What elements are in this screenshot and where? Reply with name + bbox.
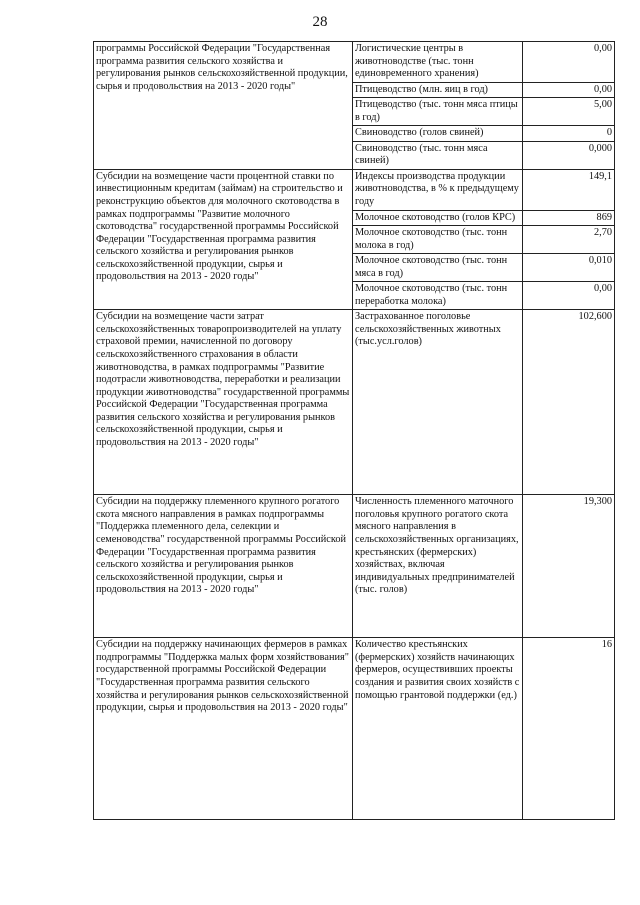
indicator-name: Индексы производства продукции животноводства, в % к предыдущему году xyxy=(353,169,523,210)
indicator-name: Численность племенного маточного поголовья крупного рогатого скота мясного направления в сельскохозяйственных организациях, крестьянских (фермерских) хозяйствах, включая индивидуальных предпринимателей (тыс. голов) xyxy=(353,495,523,638)
indicator-name: Количество крестьянских (фермерских) хозяйств начинающих фермеров, осуществивших проекты создания и развития своих хозяйств с помощью грантовой поддержки (ед.) xyxy=(353,638,523,820)
table-row xyxy=(94,169,615,210)
program-cell: Субсидии на возмещение части процентной ставки по инвестиционным кредитам (займам) на строительство и реконструкцию объектов для молочного скотоводства в рамках подпрограммы "Развитие молочного скотоводства" государственной программы Российской Федерации "Государственная программа развития сельского хозяйства и регулирования рынков сельскохозяйственной продукции, сырья и продовольствия на 2013 - 2020 годы" xyxy=(94,169,353,309)
program-cell: Субсидии на поддержку племенного крупного рогатого скота мясного направления в рамках подпрограммы "Поддержка племенного дела, селекции и семеноводства" государственной программы Российской Федерации "Государственная программа развития сельского хозяйства и регулирования рынков сельскохозяйственной продукции, сырья и продовольствия на 2013 - 2020 годы" xyxy=(94,495,353,638)
indicator-value: 0,00 xyxy=(523,82,615,98)
indicator-value: 19,300 xyxy=(523,495,615,638)
indicator-value: 0,000 xyxy=(523,141,615,169)
indicator-value: 869 xyxy=(523,210,615,226)
indicator-value: 0,00 xyxy=(523,282,615,310)
indicator-value: 0,00 xyxy=(523,42,615,83)
indicator-name: Молочное скотоводство (голов КРС) xyxy=(353,210,523,226)
indicator-name: Логистические центры в животноводстве (тыс. тонн единовременного хранения) xyxy=(353,42,523,83)
indicator-name: Птицеводство (млн. яиц в год) xyxy=(353,82,523,98)
indicator-table xyxy=(93,41,615,820)
indicator-name: Свиноводство (тыс. тонн мяса свиней) xyxy=(353,141,523,169)
indicator-name: Свиноводство (голов свиней) xyxy=(353,126,523,142)
indicator-value: 16 xyxy=(523,638,615,820)
program-cell: Субсидии на возмещение части затрат сельскохозяйственных товаропроизводителей на уплату страховой премии, начисленной по договору сельскохозяйственного страхования в области животноводства, в рамках подпрограммы "Развитие подотрасли животноводства, переработки и реализации продукции животноводства" государственной программы Российской Федерации "Государственная программа развития сельского хозяйства и регулирования рынков сельскохозяйственной продукции, сырья и продовольствия на 2013 - 2020 годы" xyxy=(94,310,353,495)
indicator-value: 0,010 xyxy=(523,254,615,282)
indicator-value: 2,70 xyxy=(523,226,615,254)
program-cell: Субсидии на поддержку начинающих фермеров в рамках подпрограммы "Поддержка малых форм хозяйствования" государственной программы Российской Федерации "Государственная программа развития сельского хозяйства и регулирования рынков сельскохозяйственной продукции, сырья и продовольствия на 2013 - 2020 годы" xyxy=(94,638,353,820)
indicator-name: Молочное скотоводство (тыс. тонн молока в год) xyxy=(353,226,523,254)
indicator-value: 5,00 xyxy=(523,98,615,126)
indicator-value: 0 xyxy=(523,126,615,142)
table-row xyxy=(94,310,615,495)
indicator-name: Птицеводство (тыс. тонн мяса птицы в год) xyxy=(353,98,523,126)
program-cell: программы Российской Федерации "Государственная программа развития сельского хозяйства и регулирования рынков сельскохозяйственной продукции, сырья и продовольствия на 2013 - 2020 годы" xyxy=(94,42,353,170)
table-row xyxy=(94,42,615,83)
page-number: 28 xyxy=(312,14,328,30)
table-row xyxy=(94,495,615,638)
indicator-name: Молочное скотоводство (тыс. тонн переработка молока) xyxy=(353,282,523,310)
indicator-value: 102,600 xyxy=(523,310,615,495)
indicator-name: Застрахованное поголовье сельскохозяйственных животных (тыс.усл.голов) xyxy=(353,310,523,495)
table-row xyxy=(94,638,615,820)
indicator-name: Молочное скотоводство (тыс. тонн мяса в год) xyxy=(353,254,523,282)
indicator-value: 149,1 xyxy=(523,169,615,210)
